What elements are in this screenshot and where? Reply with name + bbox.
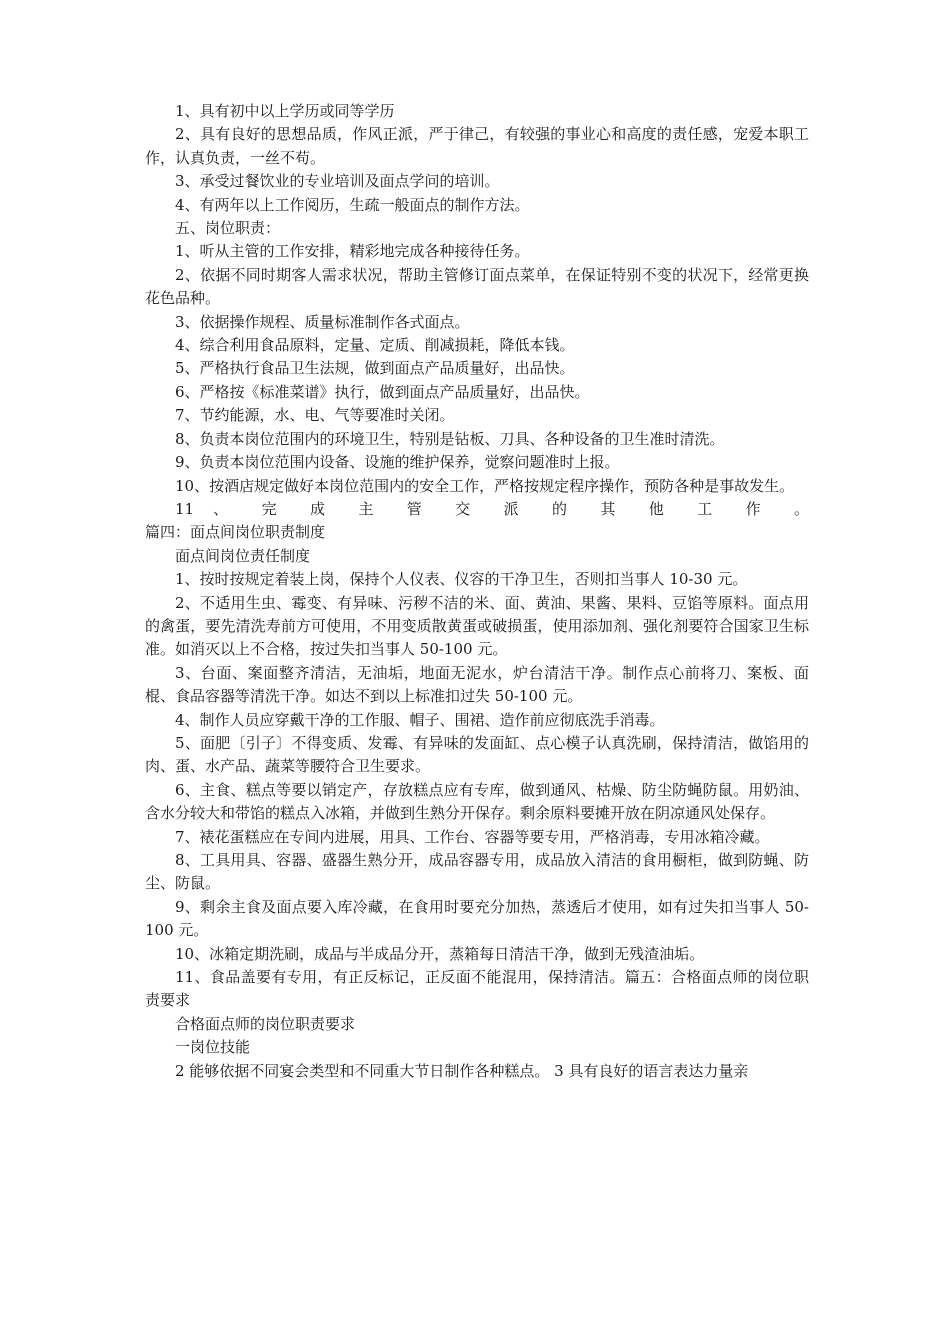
paragraph-rule-7: 7、裱花蛋糕应在专间内进展，用具、工作台、容器等要专用，严格消毒，专用冰箱冷藏。 [175, 827, 770, 846]
paragraph-duty-11: 11 、 完 成 主 管 交 派 的 其 他 工 作 。 [175, 499, 809, 518]
paragraph-rule-10: 10、冰箱定期洗刷，成品与半成品分开，蒸箱每日清洁干净，做到无残渣油垢。 [175, 944, 705, 963]
paragraph-duty-1: 1、听从主管的工作安排，精彩地完成各种接待任务。 [175, 242, 530, 261]
paragraph-duty-2: 2、依据不同时期客人需求状况，帮助主管修订面点菜单，在保证特别不变的状况下，经常更换花色品种。 [145, 265, 809, 308]
paragraph-duty-4: 4、综合利用食品原料，定量、定质、削减损耗，降低本钱。 [175, 336, 575, 355]
paragraph-duty-8: 8、负责本岗位范围内的环境卫生，特别是钻板、刀具、各种设备的卫生准时清洗。 [175, 429, 725, 448]
paragraph-duty-6: 6、严格按《标准菜谱》执行，做到面点产品质量好，出品快。 [175, 382, 590, 401]
section-heading-duties: 五、岗位职责： [175, 219, 281, 238]
section-heading-part4: 篇四：面点间岗位职责制度 [145, 523, 326, 542]
paragraph-rule-8: 8、工具用具、容器、盛器生熟分开，成品容器专用，成品放入清洁的食用橱柜，做到防蝇、防尘、防鼠。 [145, 851, 809, 893]
paragraph-rule-1: 1、按时按规定着装上岗，保持个人仪表、仪容的干净卫生，否则扣当事人 10-30 元。 [175, 570, 748, 589]
paragraph-qual-3: 3、承受过餐饮业的专业培训及面点学问的培训。 [175, 172, 500, 191]
subheading-pastry-chef-requirements: 合格面点师的岗位职责要求 [175, 1014, 356, 1033]
document-page [145, 100, 809, 1083]
paragraph-rule-9: 9、剩余主食及面点要入库冷藏，在食用时要充分加热，蒸透后才使用，如有过失扣当事人 50-100 元。 [145, 897, 809, 940]
paragraph-duty-3: 3、依据操作规程、质量标准制作各式面点。 [175, 312, 470, 331]
paragraph-duty-9: 9、负责本岗位范围内设备、设施的维护保养，觉察问题准时上报。 [175, 453, 620, 472]
paragraph-rule-5: 5、面肥〔引子〕不得变质、发霉、有异味的发面缸、点心模子认真洗刷，保持清洁，做馅用的肉、蛋、水产品、蔬菜等腰符合卫生要求。 [145, 733, 809, 776]
paragraph-duty-5: 5、严格执行食品卫生法规，做到面点产品质量好，出品快。 [175, 359, 575, 378]
paragraph-qual-4: 4、有两年以上工作阅历，生疏一般面点的制作方法。 [175, 195, 530, 214]
paragraph-rule-2: 2、不适用生虫、霉变、有异味、污秽不洁的米、面、黄油、果酱、果料、豆馅等原料。面点用的禽蛋，要先清洗寿前方可使用，不用变质散黄蛋或破损蛋，使用添加剂、强化剂要符合国家卫生标准。如消灭以上不合格，按过失扣当事人 50-100 元。 [145, 593, 809, 659]
subheading-skills: 一岗位技能 [175, 1038, 251, 1057]
paragraph-rule-6: 6、主食、糕点等要以销定产，存放糕点应有专库，做到通风、枯燥、防尘防蝇防鼠。用奶油、含水分较大和带馅的糕点入冰箱，并做到生熟分开保存。剩余原料要摊开放在阴凉通风处保存。 [145, 780, 809, 823]
paragraph-qual-2: 2、具有良好的思想品质，作风正派，严于律己，有较强的事业心和高度的责任感，宠爱本职工作，认真负责，一丝不苟。 [145, 125, 809, 167]
paragraph-duty-10: 10、按酒店规定做好本岗位范围内的安全工作，严格按规定程序操作，预防各种是事故发生。 [175, 476, 795, 495]
paragraph-rule-3: 3、台面、案面整齐清洁，无油垢，地面无泥水，炉台清洁干净。制作点心前将刀、案板、面棍、食品容器等清洗干净。如达不到以上标准扣过失 50-100 元。 [145, 663, 809, 706]
paragraph-qual-1: 1、具有初中以上学历或同等学历 [175, 102, 395, 120]
paragraph-duty-7: 7、节约能源，水、电、气等要准时关闭。 [175, 406, 455, 425]
subheading-responsibility-system: 面点间岗位责任制度 [175, 546, 311, 565]
paragraph-rule-4: 4、制作人员应穿戴干净的工作服、帽子、围裙、造作前应彻底洗手消毒。 [175, 710, 665, 729]
paragraph-skill-2-3: 2 能够依据不同宴会类型和不同重大节日制作各种糕点。 3 具有良好的语言表达力量亲 [175, 1061, 749, 1080]
paragraph-rule-11: 11、食品盖要有专用，有正反标记，正反面不能混用，保持清洁。篇五：合格面点师的岗位职责要求 [145, 968, 809, 1010]
